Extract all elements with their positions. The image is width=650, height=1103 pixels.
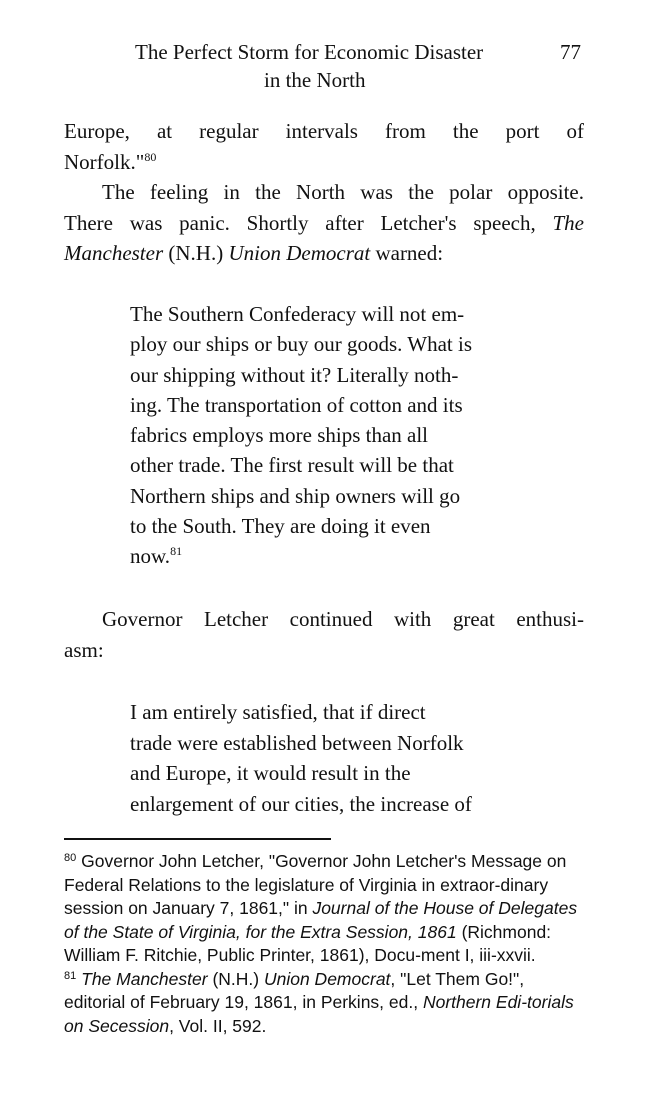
italic-title: Union Democrat: [263, 968, 391, 989]
quote-line: ing. The transportation of cotton and its: [130, 392, 463, 417]
text-span: Norfolk.": [64, 149, 145, 174]
footnote-ref-81[interactable]: 81: [170, 544, 183, 559]
text-line: [64, 238, 584, 269]
quote-line: ploy our ships or buy our goods. What is: [130, 332, 473, 357]
text-span: Governor John Letcher, "Governor John Letcher's Message on Federal Relations to the legislature of Virginia in extraor-dinary session on January 7, 1861," in: [64, 851, 567, 918]
text-span: , "Let Them Go!", editorial of February 19, 1861, in Perkins, ed.,: [64, 968, 525, 1012]
quote-line: trade were established between Norfolk: [130, 730, 464, 755]
footnote-ref-80[interactable]: 80: [144, 149, 157, 164]
footnote-number: 81: [64, 969, 77, 982]
text-span: now.: [130, 544, 171, 569]
text-span: , Vol. II, 592.: [169, 1015, 267, 1036]
quote-line: [130, 541, 472, 571]
block-quote-union-democrat: [130, 299, 472, 572]
block-quote-letcher: [130, 697, 472, 819]
italic-title: Northern Edi-torials on Secession: [64, 992, 574, 1036]
footnote-divider: [64, 838, 331, 840]
italic-title: Manchester: [64, 241, 164, 265]
footnotes: [64, 850, 584, 1038]
quote-line: I am entirely satisfied, that if direct: [130, 700, 426, 724]
text-line: [64, 147, 584, 178]
chapter-title-line-1: The Perfect Storm for Economic Disaster: [135, 40, 484, 64]
text-span: (N.H.): [163, 241, 229, 265]
italic-title: The Manchester: [81, 968, 208, 989]
footnote-80: [64, 850, 584, 968]
text-line: Europe, at regular intervals from the port of: [64, 119, 584, 143]
italic-title: The: [552, 210, 584, 235]
quote-line: our shipping without it? Literally noth-: [130, 362, 459, 387]
page-number: 77: [560, 40, 581, 64]
quote-line: Northern ships and ship owners will go: [130, 483, 461, 508]
footnote-81: [64, 968, 584, 1039]
italic-title: Union Democrat: [228, 241, 371, 265]
footnote-number: 80: [64, 852, 77, 864]
quote-line: other trade. The first result will be that: [130, 453, 454, 478]
text-span: There was panic. Shortly after Letcher's speech,: [64, 210, 553, 235]
quote-line: fabrics employs more ships than all: [130, 423, 429, 448]
paragraph-continued: [64, 116, 584, 177]
text-line: [64, 208, 584, 239]
quote-line: The Southern Confederacy will not em-: [130, 302, 465, 326]
text-line: The feeling in the North was the polar opposite.: [102, 180, 584, 204]
text-span: (Richmond: William F. Ritchie, Public Printer, 1861), Docu-ment I, iii-xxvii.: [64, 921, 552, 965]
quote-line: and Europe, it would result in the: [130, 761, 411, 785]
quote-line: to the South. They are doing it even: [130, 514, 431, 539]
text-span: (N.H.): [207, 968, 264, 989]
text-line: Governor Letcher continued with great enthusi-: [102, 607, 584, 631]
chapter-title-line-2: in the North: [264, 68, 366, 92]
paragraph-letcher-continued: [64, 604, 584, 665]
paragraph-north-panic: [64, 177, 584, 269]
text-span: warned:: [370, 241, 444, 265]
quote-line: enlargement of our cities, the increase of: [130, 791, 472, 816]
italic-title: Journal of the House of Delegates of the State of Virginia, for the Extra Session, 1861: [64, 898, 578, 942]
text-line: asm:: [64, 637, 104, 662]
